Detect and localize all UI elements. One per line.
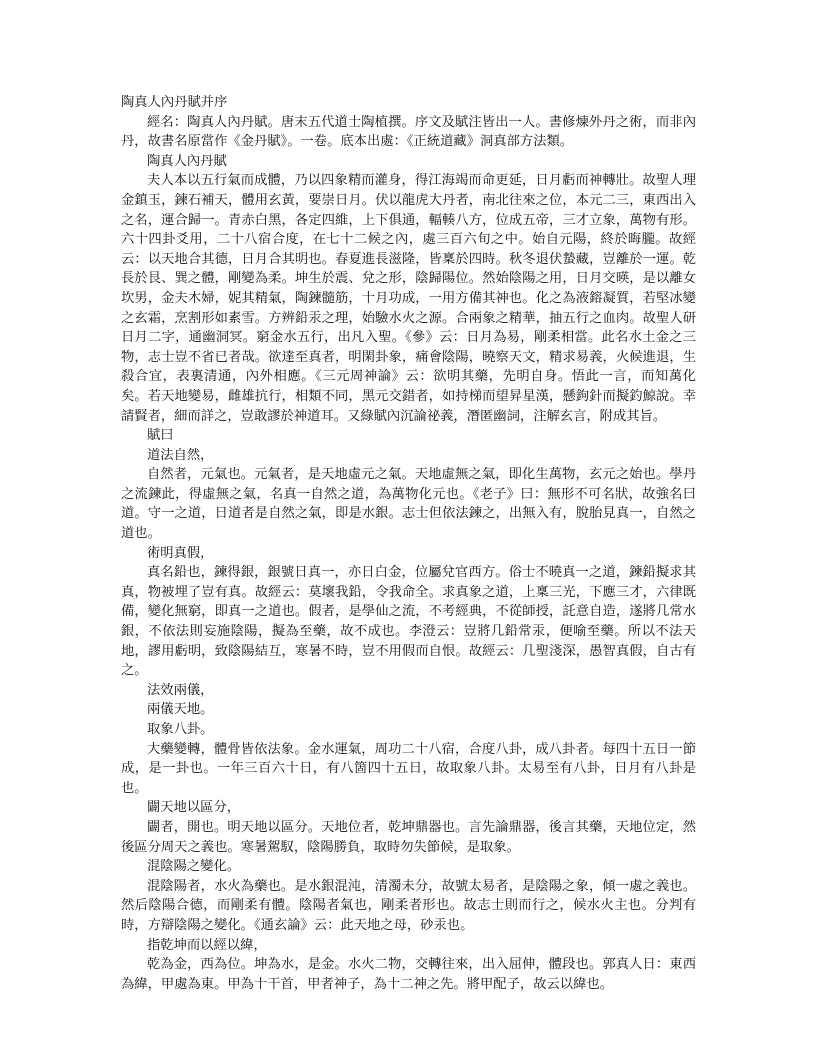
- paragraph: 混陰陽者，水火為藥也。是水銀混沌，清濁未分，故號太易者，是陰陽之象，傾一處之義也。然后陰陽合德，而剛柔有體。陰陽者氣也，剛柔者形也。故志士則而行之，候水火主也。分判有時，方辯陰陽之變化。《通玄論》云：此天地之母，砂汞也。: [121, 878, 696, 933]
- paragraph: 經名：陶真人內丹賦。唐末五代道士陶植撰。序文及賦注皆出一人。書修煉外丹之術，而非內丹，故書名原當作《金丹賦》。一卷。底本出處：《正統道藏》洞真部方法類。: [121, 114, 696, 150]
- paragraph: 大藥變轉，體骨皆依法象。金水運氣，周功二十八宿，合度八卦，成八卦者。每四十五日一節成，是一卦也。一年三百六十日，有八箇四十五日，故取象八卦。太易至有八卦，日月有八卦是也。: [121, 741, 696, 796]
- paragraph: 自然者，元氣也。元氣者，是天地虛元之氣。天地虛無之氣，即化生萬物，玄元之始也。學丹之流鍊此，得虛無之氣，名真一自然之道，為萬物化元也。《老子》曰：無形不可名狀，故強名曰道。守一之道，日道者是自然之氣，即是水銀。志士但依法鍊之，出無入有，脫胎見真一，自然之道也。: [121, 467, 696, 542]
- paragraph: 法效兩儀，: [147, 682, 214, 698]
- paragraph: 道法自然，: [147, 447, 214, 463]
- paragraph: 陶真人內丹賦: [147, 153, 227, 169]
- paragraph: 混陰陽之變化。: [147, 859, 241, 875]
- paragraph: 賦曰: [147, 428, 174, 444]
- paragraph: 指乾坤而以經以緯，: [147, 937, 267, 953]
- paragraph: 闢者，開也。明天地以區分。天地位者，乾坤鼎器也。言先論鼎器，後言其藥，天地位定，然後區分周天之義也。寒暑駕馭，陰陽勝負，取時勿失節候，是取象。: [121, 819, 696, 855]
- paragraph: 夫人本以五行氣而成體，乃以四象精而灌身，得江海竭而命更延，日月虧而神轉壯。故聖人理金鎮玉，鍊石補天，體用玄黃，要崇日月。伏以龍虎大丹者，南北往來之位，本元二三，東西出入之名，運合歸一。青赤白黑，各定四維，上下俱通，輻輳八方，位成五帝，三才立象，萬物有形。六十四卦爻用，二十八宿合度，在七十二候之內，處三百六旬之中。始自元陽，終於晦朧。故經云：以天地合其德，日月合其明也。春夏進長滋隆，皆稟於四時。秋冬退伏蟄藏，豈離於一運。乾長於艮、巽之體，剛變為柔。坤生於震、兌之形，陰歸陽位。然始陰陽之用，日月交暎，是以離女坎男，金夫木婦，妮其精氣，陶鍊髓筋，十月功成，一用方備其神也。化之為液鎔凝質，若堅冰變之玄霜，烹割形如素雪。方辨鉛汞之理，始驗水火之源。合兩象之精華，抽五行之血肉。故聖人研日月二字，通幽洞冥。窮金水五行，出凡入聖。《參》云：日月為易，剛柔相當。此名水土金之三物，志士豈不省已者哉。欲達至真者，明閑卦象，痛會陰陽，曉察天文，精求易義，火候進退，生殺合宜，表裏清通，內外相應。《三元周神論》云：欲明其藥，先明自身。悟此一言，而知萬化矣。若天地變易，雌雄抗行，相類不同，黑元交錯者，如持梯而望昇星漢，懸鉤針而擬釣鯨說。幸請賢者，細而詳之，豈敢謬於神道耳。又綠賦內沉論祕義，潛匿幽詞，注解玄言，附成其旨。: [121, 173, 696, 424]
- paragraph: 闢天地以區分，: [147, 800, 241, 816]
- document-page: [121, 93, 696, 994]
- document-title: 陶真人內丹賦并序: [121, 95, 228, 110]
- document-body: [121, 113, 696, 995]
- paragraph: 真名鉛也，鍊得銀，銀號日真一，亦日白金，位屬兌官西方。俗士不曉真一之道，鍊鉛擬求其真，物被埋了豈有真。故經云：莫壞我鉛，令我命全。求真象之道，上稟三光，下應三才，六律既備，變化無窮，即真一之道也。假者，是學仙之流，不考經典，不從師授，託意自造，遂將几常水銀，不依法則妄施陰陽，擬為至藥，故不成也。李澄云：豈將几鉛常汞，便喻至藥。所以不法天地，謬用虧明，致陰陽結互，寒暑不時，豈不用假而自恨。故經云：几聖淺深，愚智真假，自古有之。: [121, 565, 696, 679]
- paragraph: 術明真假，: [147, 545, 214, 561]
- paragraph: 兩儀天地。: [147, 702, 214, 718]
- paragraph: 取象八卦。: [147, 722, 214, 737]
- paragraph: 乾為金，西為位。坤為水，是金。水火二物，交轉往來，出入屈伸，體段也。郭真人日：東西為緯，甲處為東。甲為十干首，甲者神子，為十二神之先。將甲配子，故云以緯也。: [121, 957, 696, 992]
